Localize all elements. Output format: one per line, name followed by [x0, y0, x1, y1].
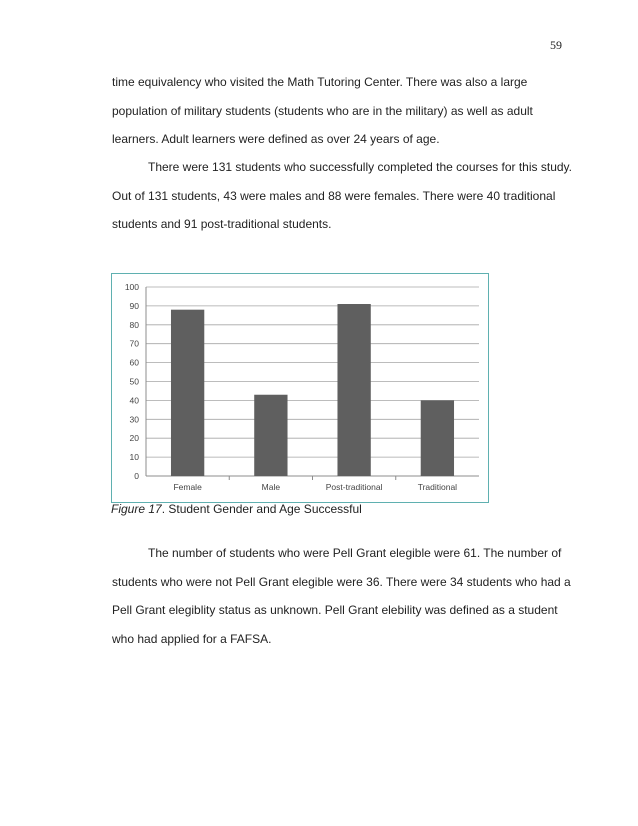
- figure-label: Figure 17: [111, 502, 162, 516]
- paragraph-text: There were 131 students who successfully completed the courses for this study. Out of 131 students, 43 were males and 88 were females. There were 40 traditional students and 91 post-traditional students.: [112, 160, 572, 231]
- y-tick-label: 10: [129, 452, 139, 463]
- x-tick-label: Post-traditional: [325, 482, 383, 492]
- y-tick-label: 0: [134, 471, 139, 481]
- y-tick-label: 60: [129, 357, 139, 368]
- body-paragraph: time equivalency who visited the Math Tutoring Center. There was also a large population of military students (students who are in the military) as well as adult learners. Adult learners were defined as over 24 years of age.: [112, 75, 533, 146]
- y-tick-label: 70: [129, 338, 139, 349]
- x-tick-label: Male: [261, 482, 281, 492]
- x-tick-label: Female: [173, 482, 202, 492]
- bar: [421, 400, 454, 476]
- y-tick-label: 80: [129, 319, 139, 330]
- bar: [337, 304, 370, 476]
- y-tick-label: 100: [124, 282, 139, 292]
- body-paragraph: [112, 153, 572, 239]
- y-tick-label: 30: [129, 414, 139, 425]
- page-number: 59: [550, 38, 562, 52]
- figure-caption: [111, 502, 362, 516]
- bar: [254, 395, 287, 476]
- bar-chart: [111, 273, 489, 503]
- body-paragraph: [112, 539, 572, 653]
- y-tick-label: 40: [129, 395, 139, 406]
- y-tick-label: 50: [129, 376, 139, 387]
- paragraph-text: The number of students who were Pell Grant elegible were 61. The number of students who were not Pell Grant elegible were 36. There were 34 students who had a Pell Grant elegiblity status as unknown. Pell Grant elebility was defined as a student who had applied for a FAFSA.: [112, 546, 571, 646]
- x-tick-label: Traditional: [417, 482, 458, 492]
- chart-canvas: [112, 274, 488, 502]
- bar: [171, 310, 204, 476]
- figure-caption-text: . Student Gender and Age Successful: [161, 502, 362, 516]
- y-tick-label: 90: [129, 300, 139, 311]
- y-tick-label: 20: [129, 433, 139, 444]
